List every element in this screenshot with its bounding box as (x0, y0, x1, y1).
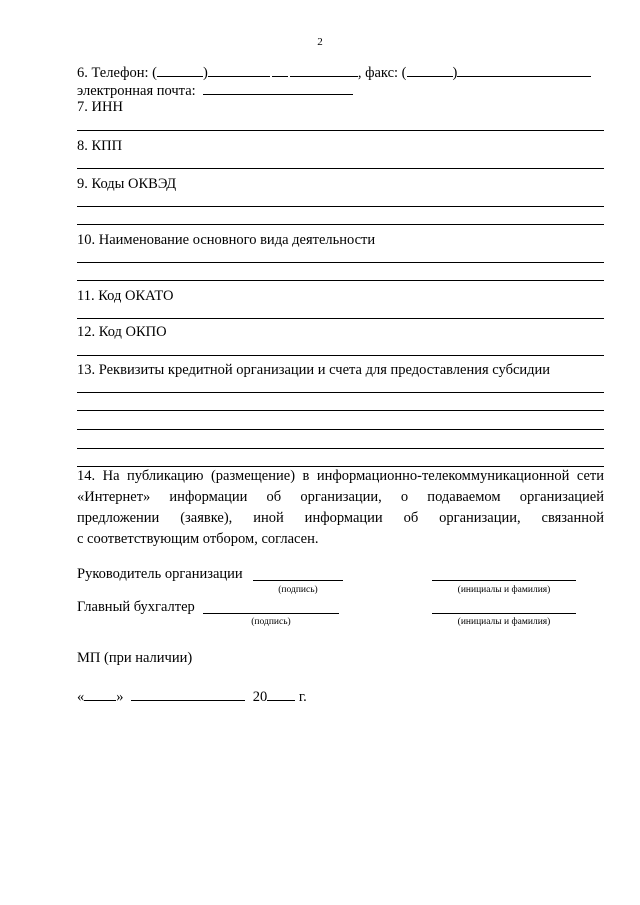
phone-number-field-1[interactable] (208, 62, 270, 77)
accountant-signature-caption: (подпись) (251, 617, 291, 627)
fax-code-field[interactable] (407, 62, 453, 77)
okved-label: 9. Коды ОКВЭД (77, 176, 177, 192)
okved-field-2[interactable] (77, 224, 604, 225)
date-year-suffix: г. (298, 689, 307, 705)
kpp-label: 8. КПП (77, 138, 123, 154)
date-close-quote: » (116, 689, 124, 705)
fax-label: , факс: ( (357, 65, 407, 81)
inn-field[interactable] (77, 130, 604, 131)
accountant-signature-field[interactable] (203, 613, 339, 614)
phone-fax-line (77, 62, 591, 82)
okved-field-1[interactable] (77, 206, 604, 207)
date-open-quote: « (77, 689, 85, 705)
consent-line-3: предложении (заявке), иной информации об организации, связанной (77, 510, 604, 526)
okpo-label: 12. Код ОКПО (77, 324, 167, 340)
bank-details-field-2[interactable] (77, 410, 604, 411)
email-line (77, 80, 353, 100)
phone-close-paren: ) (202, 65, 208, 81)
phone-number-field-2[interactable] (272, 62, 288, 77)
fax-number-field[interactable] (457, 62, 591, 77)
okpo-field[interactable] (77, 355, 604, 356)
email-field[interactable] (203, 80, 353, 95)
okato-label: 11. Код ОКАТО (77, 288, 174, 304)
inn-label: 7. ИНН (77, 99, 123, 115)
page-number: 2 (317, 36, 323, 48)
head-name-field[interactable] (432, 580, 576, 581)
date-year-prefix: 20 (252, 689, 268, 705)
bank-details-label: 13. Реквизиты кредитной организации и счета для предоставления субсидии (77, 362, 551, 378)
email-label: электронная почта: (77, 83, 196, 99)
accountant-name-field[interactable] (432, 613, 576, 614)
head-signature-label: Руководитель организации (77, 566, 243, 582)
phone-number-field-3[interactable] (290, 62, 358, 77)
consent-paragraph (77, 466, 604, 550)
activity-field-2[interactable] (77, 280, 604, 281)
activity-field-1[interactable] (77, 262, 604, 263)
accountant-signature-label: Главный бухгалтер (77, 599, 195, 615)
consent-line-4: с соответствующим отбором, согласен. (77, 531, 319, 547)
bank-details-field-1[interactable] (77, 392, 604, 393)
accountant-name-caption: (инициалы и фамилия) (457, 617, 551, 627)
date-month-field[interactable] (131, 686, 245, 701)
consent-line-2: «Интернет» информации об организации, о подаваемом организацией (77, 489, 604, 505)
fax-close-paren: ) (452, 65, 458, 81)
phone-label: 6. Телефон: ( (77, 65, 157, 81)
head-name-caption: (инициалы и фамилия) (457, 585, 551, 595)
stamp-label: МП (при наличии) (77, 650, 193, 666)
okato-field[interactable] (77, 318, 604, 319)
kpp-field[interactable] (77, 168, 604, 169)
date-year-field[interactable] (267, 686, 295, 701)
head-signature-field[interactable] (253, 580, 343, 581)
date-line (77, 686, 307, 706)
head-signature-caption: (подпись) (278, 585, 318, 595)
bank-details-field-4[interactable] (77, 448, 604, 449)
consent-line-1: 14. На публикацию (размещение) в информационно-телекоммуникационной сети (77, 468, 604, 484)
bank-details-field-3[interactable] (77, 429, 604, 430)
activity-label: 10. Наименование основного вида деятельности (77, 232, 376, 248)
phone-code-field[interactable] (157, 62, 203, 77)
date-day-field[interactable] (84, 686, 116, 701)
